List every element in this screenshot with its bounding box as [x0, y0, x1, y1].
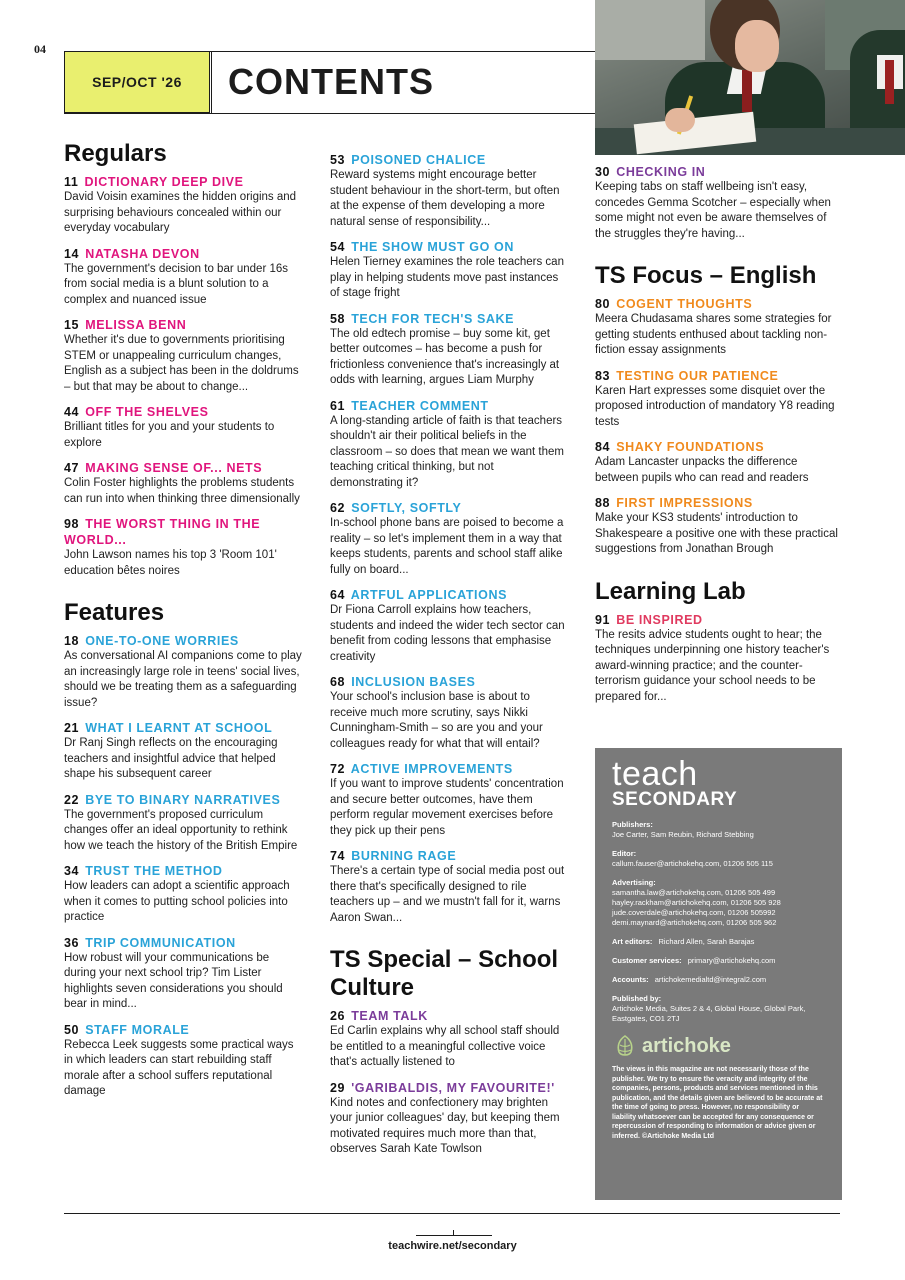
entry-header	[330, 398, 568, 414]
article-title: BYE TO BINARY NARRATIVES	[85, 792, 281, 807]
art-editors-label: Art editors:	[612, 937, 653, 946]
article-description: Reward systems might encourage better student behaviour in the short-term, but often at the expense of them developing a more natural sense of responsibility...	[330, 169, 560, 228]
article-description: A long-standing article of faith is that teachers shouldn't air their political beliefs in the classroom – so does that mean we want them teaching critical thinking, but not demonstrating it?	[330, 414, 564, 489]
advertising-contact: hayley.rackham@artichokehq.com, 01206 505 928	[612, 898, 781, 907]
editor-value: callum.fauser@artichokehq.com, 01206 505 115	[612, 859, 773, 868]
footer-rule	[64, 1213, 840, 1214]
contents-entry[interactable]	[595, 612, 842, 706]
magazine-info-box	[595, 748, 842, 1200]
entry-header	[64, 174, 304, 190]
page-number: 04	[34, 42, 46, 56]
entry-header	[330, 674, 568, 690]
article-title: THE SHOW MUST GO ON	[351, 240, 514, 254]
page-ref: 61	[330, 398, 346, 413]
contents-entry[interactable]	[595, 368, 842, 431]
article-description: Rebecca Leek suggests some practical ways in which leaders can start rebuilding staff morale after a school suffers reputational damage	[64, 1038, 294, 1097]
article-description: Kind notes and confectionery may brighten your junior colleagues' day, but keeping them motivated requires much more than that, observes Sarah Kate Towlson	[330, 1096, 560, 1155]
page-ref: 50	[64, 1022, 80, 1037]
article-title: POISONED CHALICE	[351, 153, 486, 167]
article-description: Helen Tierney examines the role teachers can play in helping students move past instances of stage fright	[330, 256, 564, 299]
article-description: How robust will your communications be during your next school trip? Tim Lister highlights seven considerations you should bear in mind...	[64, 951, 283, 1010]
contents-entry[interactable]	[64, 935, 304, 1013]
contents-entry[interactable]	[595, 164, 842, 242]
entry-header	[64, 317, 304, 333]
artichoke-logo	[612, 1033, 825, 1059]
page-ref: 91	[595, 612, 611, 627]
entry-header	[330, 1080, 568, 1096]
page-ref: 53	[330, 153, 346, 167]
contents-entry[interactable]	[595, 439, 842, 486]
contents-section	[64, 599, 304, 1100]
contents-entry[interactable]	[595, 296, 842, 359]
article-title: FIRST IMPRESSIONS	[616, 496, 753, 510]
article-title: TRUST THE METHOD	[85, 864, 223, 878]
entry-header	[595, 368, 842, 384]
article-title: TEAM TALK	[351, 1009, 428, 1023]
advertising-contact: demi.maynard@artichokehq.com, 01206 505 962	[612, 918, 777, 927]
entry-header	[64, 792, 304, 808]
contents-entry[interactable]	[330, 500, 568, 578]
contents-entry[interactable]	[64, 792, 304, 855]
article-title: SOFTLY, SOFTLY	[351, 501, 462, 515]
article-description: Keeping tabs on staff wellbeing isn't easy, concedes Gemma Scotcher – especially when some might not even be aware themselves of the struggles they're having...	[595, 181, 831, 240]
contents-entry[interactable]	[64, 317, 304, 395]
section-heading: TS Focus – English	[595, 262, 817, 289]
advertising-contact: samantha.law@artichokehq.com, 01206 505 499	[612, 888, 776, 897]
article-description: Ed Carlin explains why all school staff should be entitled to a meaningful collective voice that's actually listened to	[330, 1025, 560, 1068]
section-heading: TS Special – School Culture	[330, 946, 559, 1001]
contents-section	[595, 164, 842, 242]
contents-entry[interactable]	[64, 246, 304, 309]
article-title: ARTFUL APPLICATIONS	[350, 588, 508, 602]
page-ref: 47	[64, 461, 80, 475]
editor-label: Editor:	[612, 849, 637, 858]
page-ref: 54	[330, 240, 346, 254]
publishers-label: Publishers:	[612, 820, 653, 829]
page-ref: 30	[595, 165, 611, 179]
entry-header	[330, 152, 568, 168]
page-ref: 84	[595, 440, 611, 454]
entry-header	[595, 439, 842, 455]
contents-entry[interactable]	[595, 495, 842, 558]
article-description: Brilliant titles for you and your students to explore	[64, 421, 275, 449]
article-title: CHECKING IN	[616, 165, 706, 179]
contents-entry[interactable]	[64, 460, 304, 507]
advertising-label: Advertising:	[612, 878, 656, 887]
article-title: TECH FOR TECH'S SAKE	[351, 311, 515, 326]
contents-column-1	[64, 140, 304, 1109]
contents-entry[interactable]	[64, 404, 304, 451]
contents-entry[interactable]	[330, 152, 568, 230]
article-description: There's a certain type of social media post out there that's specifically designed to rile teachers up – and we mustn't fall for it, warns Aaron Swan...	[330, 865, 565, 924]
page-ref: 68	[330, 675, 346, 689]
section-heading: Features	[64, 599, 165, 626]
footer-ornament	[416, 1235, 492, 1236]
contents-entry[interactable]	[64, 1022, 304, 1100]
article-title: NATASHA DEVON	[85, 246, 200, 261]
page-ref: 34	[64, 864, 80, 878]
entry-header	[595, 495, 842, 511]
page-ref: 80	[595, 297, 611, 311]
publishers-value: Joe Carter, Sam Reubin, Richard Stebbing	[612, 830, 754, 839]
article-title: ONE-TO-ONE WORRIES	[85, 634, 239, 648]
page-ref: 36	[64, 935, 80, 950]
entry-header	[330, 587, 568, 603]
contents-entry[interactable]	[64, 174, 304, 237]
contents-entry[interactable]	[330, 674, 568, 752]
contents-entry[interactable]	[330, 311, 568, 389]
page-ref: 58	[330, 311, 346, 326]
page-ref: 15	[64, 318, 80, 332]
article-title: MAKING SENSE OF... NETS	[85, 461, 263, 475]
secondary-logo: SECONDARY	[612, 789, 738, 810]
article-title: THE WORST THING IN THE WORLD...	[64, 517, 261, 547]
page-ref: 29	[330, 1080, 346, 1095]
article-title: BE INSPIRED	[616, 612, 703, 627]
entry-header	[330, 1008, 568, 1024]
contents-entry[interactable]	[64, 516, 304, 579]
article-description: The old edtech promise – buy some kit, get better outcomes – has become a push for frictionless convenience that's increasingly at odds with learning, argues Liam Murphy	[330, 327, 560, 386]
advertising-contact: jude.coverdale@artichokehq.com, 01206 505992	[612, 908, 776, 917]
article-description: Meera Chudasama shares some strategies for getting students enthused about tackling non-fiction essay assignments	[595, 313, 832, 356]
footer-ornament-tick	[453, 1230, 454, 1236]
contents-entry[interactable]	[330, 587, 568, 665]
article-title: TEACHER COMMENT	[351, 398, 489, 413]
article-title: COGENT THOUGHTS	[616, 297, 753, 311]
entry-header	[64, 404, 304, 420]
page-ref: 83	[595, 368, 611, 383]
article-title: OFF THE SHELVES	[85, 405, 209, 419]
entry-header	[330, 239, 568, 255]
page-ref: 26	[330, 1009, 346, 1023]
article-description: David Voisin examines the hidden origins and surprising behaviours concealed within our everyday vocabulary	[64, 191, 297, 234]
classroom-photo	[595, 0, 905, 155]
article-description: As conversational AI companions come to play an increasingly large role in teens' social lives, should we be treating them as a safeguarding issue?	[64, 650, 302, 709]
header-bottom-rule	[64, 113, 599, 114]
published-by-label: Published by:	[612, 994, 662, 1003]
article-title: WHAT I LEARNT AT SCHOOL	[85, 721, 273, 735]
page-ref: 21	[64, 721, 80, 735]
page-ref: 14	[64, 246, 80, 261]
article-title: INCLUSION BASES	[351, 675, 476, 689]
article-description: Dr Fiona Carroll explains how teachers, students and indeed the wider tech sector can benefit from coding lessons that emphasise creativity	[330, 604, 565, 663]
article-title: ACTIVE IMPROVEMENTS	[350, 762, 513, 776]
page-ref: 74	[330, 849, 346, 863]
entry-header	[330, 311, 568, 327]
entry-header	[64, 246, 304, 262]
contents-entry[interactable]	[64, 633, 304, 711]
article-description: How leaders can adopt a scientific approach when it comes to putting school policies into practice	[64, 880, 290, 923]
entry-header	[64, 1022, 304, 1038]
entry-header	[595, 296, 842, 312]
artichoke-wordmark: artichoke	[642, 1034, 731, 1057]
contents-entry[interactable]	[330, 239, 568, 302]
article-title: BURNING RAGE	[351, 849, 457, 863]
contents-section	[64, 140, 304, 579]
entry-header	[64, 516, 304, 548]
teach-logo: teach	[612, 755, 698, 793]
article-description: In-school phone bans are poised to become a reality – so let's implement them in a way that keeps students, parents and school staff alike fully on board...	[330, 517, 564, 576]
contents-section	[330, 946, 568, 1158]
page-ref: 64	[330, 588, 346, 602]
article-title: 'GARIBALDIS, MY FAVOURITE!'	[351, 1080, 555, 1095]
article-title: STAFF MORALE	[85, 1022, 190, 1037]
entry-header	[64, 460, 304, 476]
entry-header	[64, 633, 304, 649]
section-heading: Regulars	[64, 140, 167, 167]
article-title: SHAKY FOUNDATIONS	[616, 440, 765, 454]
article-description: The resits advice students ought to hear; the techniques underpinning one history teacher's award-winning practice; and the counter-terrorism guidance your school needs to be prepared for...	[595, 628, 830, 703]
article-title: DICTIONARY DEEP DIVE	[84, 175, 244, 189]
customer-services-label: Customer services:	[612, 956, 682, 965]
article-title: TESTING OUR PATIENCE	[616, 368, 779, 383]
accounts-value: artichokemedialtd@integral2.com	[654, 975, 767, 984]
entry-header	[595, 612, 842, 628]
entry-header	[330, 500, 568, 516]
accounts-label: Accounts:	[612, 975, 649, 984]
footer-url: teachwire.net/secondary	[388, 1240, 517, 1252]
contents-entry[interactable]	[330, 398, 568, 492]
article-description: Whether it's due to governments prioritising STEM or unappealing curriculum changes, English as a subject has been in the doldrums – but that may be about to change...	[64, 334, 299, 393]
article-description: The government's proposed curriculum changes offer an ideal opportunity to rethink how we teach the history of the British Empire	[64, 808, 298, 852]
article-description: Dr Ranj Singh reflects on the encouraging teachers and insightful advice that helped shape his subsequent career	[64, 737, 278, 780]
article-description: Adam Lancaster unpacks the difference between pupils who can read and readers	[595, 456, 809, 484]
entry-header	[330, 761, 568, 777]
artichoke-icon	[612, 1033, 638, 1059]
entry-header	[595, 164, 842, 180]
contents-column-3	[595, 164, 842, 714]
art-editors-value: Richard Allen, Sarah Barajas	[658, 937, 755, 946]
contents-entry[interactable]	[64, 863, 304, 926]
article-description: Colin Foster highlights the problems students can run into when thinking three dimensionally	[64, 477, 300, 505]
entry-header	[64, 720, 304, 736]
page-ref: 44	[64, 405, 80, 419]
contents-entry[interactable]	[330, 848, 568, 926]
customer-services-value: primary@artichokehq.com	[687, 956, 776, 965]
contents-section	[330, 152, 568, 926]
issue-date-label: SEP/OCT '26	[64, 51, 210, 113]
page-title: CONTENTS	[211, 51, 434, 113]
published-by-value: Artichoke Media, Suites 2 & 4, Global House, Global Park, Eastgates, CO1 2TJ	[612, 1004, 806, 1023]
article-title: TRIP COMMUNICATION	[85, 935, 236, 950]
page-ref: 18	[64, 634, 80, 648]
contents-entry[interactable]	[330, 761, 568, 839]
section-heading: Learning Lab	[595, 577, 746, 605]
entry-header	[330, 848, 568, 864]
disclaimer: The views in this magazine are not necessarily those of the publisher. We try to ensure the veracity and integrity of the companies, persons, products and services mentioned in this publication, and the details given are believed to be accurate at the time of going to press. However, no responsibility or liability whatsoever can be accepted for any consequence or repercussion of responding to information or advice given or inferred. ©Artichoke Media Ltd	[612, 1066, 823, 1140]
page-ref: 72	[330, 762, 346, 776]
page-ref: 22	[64, 792, 80, 807]
page-ref: 11	[64, 175, 79, 189]
contents-entry[interactable]	[64, 720, 304, 783]
article-description: The government's decision to bar under 16s from social media is a blunt solution to a complex and nuanced issue	[64, 262, 289, 306]
contents-entry[interactable]	[330, 1008, 568, 1071]
article-description: If you want to improve students' concentration and secure better outcomes, have them perform regular movement exercises before they pick up their pens	[330, 778, 564, 837]
article-description: Your school's inclusion base is about to receive much more scrutiny, says Nikki Cunningham-Smith – so are you and your colleagues ready for what that will entail?	[330, 691, 543, 750]
contents-section	[595, 578, 842, 706]
entry-header	[64, 863, 304, 879]
article-description: Karen Hart expresses some disquiet over the proposed introduction of mandatory Y8 reading tests	[595, 384, 835, 428]
contents-entry[interactable]	[330, 1080, 568, 1158]
page-ref: 98	[64, 517, 80, 531]
contents-section	[595, 262, 842, 558]
page-ref: 88	[595, 496, 611, 510]
article-description: Make your KS3 students' introduction to Shakespeare a positive one with these practical suggestions from Jonathan Brough	[595, 512, 838, 555]
article-description: John Lawson names his top 3 'Room 101' education bêtes noires	[64, 549, 277, 577]
page-ref: 62	[330, 501, 346, 515]
entry-header	[64, 935, 304, 951]
contents-column-2	[330, 152, 568, 1167]
article-title: MELISSA BENN	[85, 318, 187, 332]
